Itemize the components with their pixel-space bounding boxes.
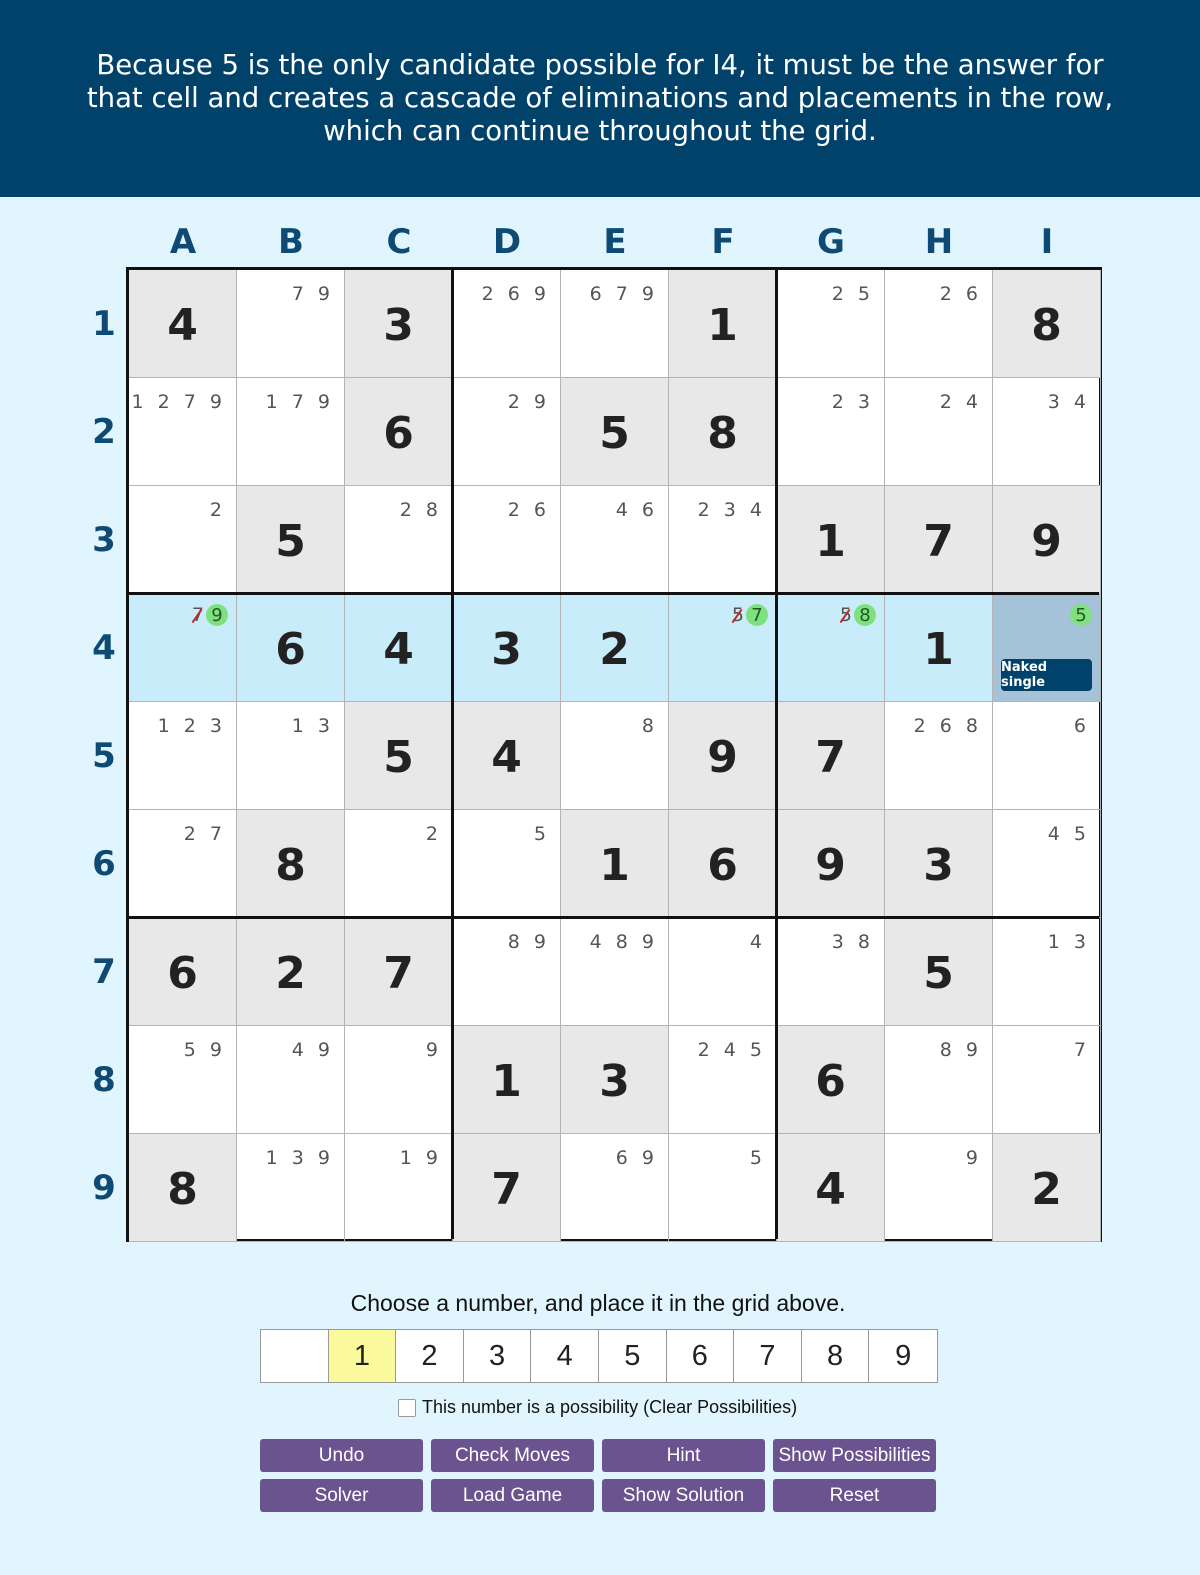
cell-candidates: 1 2 3 [157, 715, 226, 737]
grid-cell[interactable] [129, 594, 237, 702]
number-button[interactable]: 5 [599, 1330, 667, 1382]
explanation-text: Because 5 is the only candidate possible for I4, it must be the answer for that cell and creates a cascade of eliminations and placements in the row, which can continue throughout the grid. [86, 49, 1114, 147]
cell-candidates: 2 5 [831, 283, 874, 305]
cell-candidates: 8 9 [507, 931, 550, 953]
eliminated-candidate: 5 [731, 604, 744, 626]
grid-cell[interactable] [777, 1134, 885, 1242]
grid-cell[interactable] [669, 378, 777, 486]
cell-candidates: 2 4 [939, 391, 982, 413]
cell-value: 1 [923, 624, 954, 675]
number-button[interactable]: 1 [329, 1330, 397, 1382]
cell-value: 1 [815, 516, 846, 567]
grid-cell[interactable] [453, 810, 561, 918]
cell-candidates: 1 3 [1047, 931, 1090, 953]
cell-candidates: 2 3 4 [697, 499, 766, 521]
grid-cell[interactable] [237, 270, 345, 378]
remaining-candidate: 5 [1070, 604, 1092, 626]
cell-value: 2 [275, 948, 306, 999]
solver-button[interactable]: Solver [260, 1479, 423, 1512]
grid-cell[interactable] [561, 702, 669, 810]
cell-value: 5 [599, 408, 630, 459]
cell-value: 6 [815, 1056, 846, 1107]
grid-cell[interactable] [561, 378, 669, 486]
grid-cell[interactable] [669, 1026, 777, 1134]
grid-cell[interactable] [993, 378, 1101, 486]
naked-single-badge: Naked single [1001, 659, 1092, 691]
column-header: H [924, 222, 954, 262]
grid-cell[interactable] [561, 1134, 669, 1242]
grid-cell[interactable] [237, 918, 345, 1026]
grid-cell[interactable] [237, 702, 345, 810]
cell-candidates: 8 [641, 715, 658, 737]
grid-cell[interactable] [237, 1026, 345, 1134]
cell-candidates: 3 8 [831, 931, 874, 953]
grid-cell[interactable] [885, 1134, 993, 1242]
cell-candidates: 6 9 [615, 1147, 658, 1169]
grid-cell[interactable] [993, 486, 1101, 594]
cell-value: 8 [1031, 300, 1062, 351]
grid-cell[interactable] [993, 1026, 1101, 1134]
row-header: 6 [92, 844, 116, 884]
grid-cell[interactable] [777, 810, 885, 918]
action-buttons [260, 1439, 936, 1512]
grid-cell[interactable] [669, 594, 777, 702]
row-header: 5 [92, 736, 116, 776]
reset-button[interactable]: Reset [773, 1479, 936, 1512]
cell-value: 6 [275, 624, 306, 675]
grid-cell[interactable] [561, 486, 669, 594]
grid-cell[interactable] [345, 594, 453, 702]
number-button[interactable]: 4 [531, 1330, 599, 1382]
column-header: C [386, 222, 412, 262]
grid-cell[interactable] [237, 486, 345, 594]
cell-candidates: 2 8 [399, 499, 442, 521]
possibility-toggle[interactable] [398, 1397, 797, 1418]
grid-cell[interactable] [885, 486, 993, 594]
cell-candidates: 4 8 9 [589, 931, 658, 953]
grid-cell[interactable] [993, 810, 1101, 918]
column-header: G [817, 222, 845, 262]
grid-cell[interactable] [885, 594, 993, 702]
cell-candidates: 5 9 [183, 1039, 226, 1061]
cell-candidates [1068, 604, 1092, 626]
grid-cell[interactable] [237, 810, 345, 918]
cell-candidates: 4 6 [615, 499, 658, 521]
row-header: 8 [92, 1060, 116, 1100]
cell-candidates: 5 [533, 823, 550, 845]
number-button[interactable]: 9 [869, 1330, 937, 1382]
grid-cell[interactable] [129, 486, 237, 594]
column-header: B [278, 222, 304, 262]
cell-value: 1 [707, 300, 738, 351]
cell-candidates: 6 [1073, 715, 1090, 737]
number-button-blank[interactable] [261, 1330, 329, 1382]
grid-cell[interactable] [561, 918, 669, 1026]
remaining-candidate: 8 [854, 604, 876, 626]
grid-cell[interactable] [669, 486, 777, 594]
grid-cell[interactable] [561, 270, 669, 378]
grid-cell[interactable] [453, 378, 561, 486]
grid-cell[interactable] [237, 1134, 345, 1242]
grid-cell[interactable] [453, 270, 561, 378]
grid-cell[interactable] [453, 702, 561, 810]
grid-cell[interactable] [561, 1026, 669, 1134]
cell-value: 7 [383, 948, 414, 999]
cell-candidates: 7 9 [291, 283, 334, 305]
grid-cell[interactable] [453, 1134, 561, 1242]
undo-button[interactable]: Undo [260, 1439, 423, 1472]
cell-candidates: 6 7 9 [589, 283, 658, 305]
grid-cell[interactable] [345, 1026, 453, 1134]
possibility-checkbox[interactable] [398, 1399, 416, 1417]
row-header: 7 [92, 952, 116, 992]
grid-cell[interactable] [993, 702, 1101, 810]
grid-cell[interactable] [237, 378, 345, 486]
grid-cell[interactable] [669, 702, 777, 810]
cell-candidates: 7 [1073, 1039, 1090, 1061]
number-button[interactable]: 8 [802, 1330, 870, 1382]
number-button[interactable]: 3 [464, 1330, 532, 1382]
grid-cell[interactable] [777, 378, 885, 486]
cell-candidates: 2 [209, 499, 226, 521]
grid-cell[interactable] [777, 270, 885, 378]
grid-cell[interactable] [777, 702, 885, 810]
cell-value: 4 [815, 1164, 846, 1215]
cell-value: 5 [923, 948, 954, 999]
cell-value: 4 [167, 300, 198, 351]
remaining-candidate: 9 [206, 604, 228, 626]
grid-cell[interactable] [777, 594, 885, 702]
grid-cell[interactable] [453, 594, 561, 702]
cell-value: 4 [491, 732, 522, 783]
grid-cell[interactable] [453, 1026, 561, 1134]
number-button[interactable]: 6 [667, 1330, 735, 1382]
grid-cell[interactable] [777, 1026, 885, 1134]
grid-cell[interactable] [669, 270, 777, 378]
cell-candidates: 2 6 9 [481, 283, 550, 305]
cell-candidates: 1 9 [399, 1147, 442, 1169]
cell-candidates: 9 [425, 1039, 442, 1061]
cell-value: 2 [1031, 1164, 1062, 1215]
cell-value: 7 [923, 516, 954, 567]
column-header: A [169, 222, 197, 262]
grid-cell[interactable] [129, 702, 237, 810]
possibility-label: This number is a possibility (Clear Possibilities) [422, 1397, 798, 1417]
eliminated-candidate: 5 [839, 604, 852, 626]
cell-candidates: 2 [425, 823, 442, 845]
grid-cell[interactable] [345, 270, 453, 378]
cell-candidates: 8 9 [939, 1039, 982, 1061]
show-solution-button[interactable]: Show Solution [602, 1479, 765, 1512]
cell-candidates: 1 7 9 [265, 391, 334, 413]
grid-cell[interactable] [129, 810, 237, 918]
row-header: 4 [92, 628, 116, 668]
grid-cell[interactable] [345, 486, 453, 594]
row-header: 3 [92, 520, 116, 560]
number-prompt: Choose a number, and place it in the grid above. [350, 1290, 846, 1316]
grid-cell[interactable] [669, 1134, 777, 1242]
number-button[interactable]: 7 [734, 1330, 802, 1382]
cell-candidates [840, 604, 876, 626]
grid-cell[interactable] [561, 810, 669, 918]
number-button[interactable]: 2 [396, 1330, 464, 1382]
grid-cell[interactable] [669, 810, 777, 918]
grid-cell[interactable] [129, 270, 237, 378]
cell-value: 1 [491, 1056, 522, 1107]
cell-value: 5 [383, 732, 414, 783]
cell-value: 9 [707, 732, 738, 783]
cell-candidates: 3 4 [1047, 391, 1090, 413]
grid-cell[interactable] [993, 594, 1101, 702]
grid-cell[interactable] [345, 702, 453, 810]
grid-cell[interactable] [345, 378, 453, 486]
grid-cell[interactable] [345, 918, 453, 1026]
cell-candidates: 2 9 [507, 391, 550, 413]
cell-candidates: 1 2 7 9 [131, 391, 226, 413]
cell-candidates: 5 [749, 1147, 766, 1169]
box-divider [775, 270, 778, 1239]
cell-candidates: 4 5 [1047, 823, 1090, 845]
grid-cell[interactable] [993, 270, 1101, 378]
column-header: F [711, 222, 735, 262]
grid-cell[interactable] [885, 270, 993, 378]
grid-cell[interactable] [885, 918, 993, 1026]
grid-cell[interactable] [237, 594, 345, 702]
cell-candidates [732, 604, 768, 626]
grid-cell[interactable] [777, 486, 885, 594]
cell-value: 8 [707, 408, 738, 459]
grid-cell[interactable] [885, 702, 993, 810]
box-divider [451, 270, 454, 1239]
grid-cell[interactable] [453, 486, 561, 594]
explanation-banner [0, 0, 1200, 197]
grid-cell[interactable] [885, 378, 993, 486]
grid-cell[interactable] [561, 594, 669, 702]
check-moves-button[interactable]: Check Moves [431, 1439, 594, 1472]
cell-value: 4 [383, 624, 414, 675]
cell-value: 6 [707, 840, 738, 891]
cell-value: 3 [923, 840, 954, 891]
grid-cell[interactable] [129, 1026, 237, 1134]
cell-value: 7 [815, 732, 846, 783]
cell-value: 2 [599, 624, 630, 675]
eliminated-candidate: 7 [191, 604, 204, 626]
cell-value: 3 [383, 300, 414, 351]
grid-cell[interactable] [129, 918, 237, 1026]
grid-cell[interactable] [669, 918, 777, 1026]
load-game-button[interactable]: Load Game [431, 1479, 594, 1512]
row-header: 9 [92, 1168, 116, 1208]
grid-cell[interactable] [993, 918, 1101, 1026]
cell-candidates: 4 9 [291, 1039, 334, 1061]
grid-cell[interactable] [345, 1134, 453, 1242]
grid-cell[interactable] [129, 1134, 237, 1242]
cell-candidates: 2 6 8 [913, 715, 982, 737]
grid-cell[interactable] [345, 810, 453, 918]
cell-value: 5 [275, 516, 306, 567]
grid-cell[interactable] [885, 1026, 993, 1134]
grid-cell[interactable] [777, 918, 885, 1026]
column-header: I [1040, 222, 1054, 262]
cell-value: 9 [815, 840, 846, 891]
row-header: 1 [92, 304, 116, 344]
cell-candidates [192, 604, 228, 626]
cell-value: 7 [491, 1164, 522, 1215]
cell-candidates: 1 3 9 [265, 1147, 334, 1169]
show-possibilities-button[interactable]: Show Possibilities [773, 1439, 936, 1472]
cell-candidates: 2 4 5 [697, 1039, 766, 1061]
cell-candidates: 1 3 [291, 715, 334, 737]
grid-cell[interactable] [993, 1134, 1101, 1242]
cell-candidates: 9 [965, 1147, 982, 1169]
cell-value: 9 [1031, 516, 1062, 567]
grid-cell[interactable] [885, 810, 993, 918]
cell-value: 8 [275, 840, 306, 891]
grid-cell[interactable] [129, 378, 237, 486]
cell-value: 3 [491, 624, 522, 675]
column-header: D [492, 222, 522, 262]
sudoku-grid [126, 267, 1102, 1242]
cell-candidates: 2 6 [507, 499, 550, 521]
cell-candidates: 4 [749, 931, 766, 953]
cell-value: 8 [167, 1164, 198, 1215]
column-header: E [603, 222, 627, 262]
box-divider [129, 592, 1099, 595]
cell-value: 3 [599, 1056, 630, 1107]
box-divider [129, 916, 1099, 919]
cell-value: 6 [167, 948, 198, 999]
cell-value: 1 [599, 840, 630, 891]
row-header: 2 [92, 412, 116, 452]
cell-candidates: 2 6 [939, 283, 982, 305]
grid-cell[interactable] [453, 918, 561, 1026]
cell-value: 6 [383, 408, 414, 459]
number-picker [260, 1329, 938, 1383]
cell-candidates: 2 3 [831, 391, 874, 413]
remaining-candidate: 7 [746, 604, 768, 626]
cell-candidates: 2 7 [183, 823, 226, 845]
hint-button[interactable]: Hint [602, 1439, 765, 1472]
